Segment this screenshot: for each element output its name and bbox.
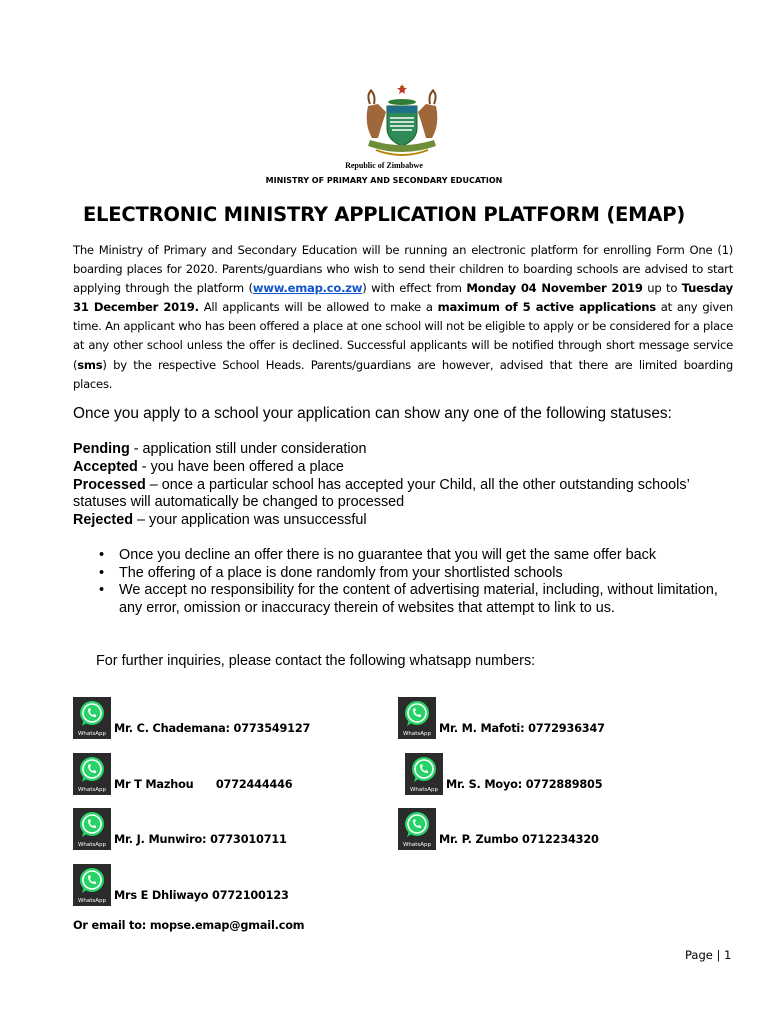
status-rejected: Rejected – your application was unsuccessful — [73, 512, 367, 529]
bullet-icon: • — [99, 582, 105, 599]
status-pending: Pending - application still under consideration — [73, 441, 367, 457]
contact-text: Mr. S. Moyo: 0772889805 — [446, 778, 603, 791]
contact-text: Mr. P. Zumbo 0712234320 — [439, 833, 599, 846]
whatsapp-icon: WhatsApp — [73, 753, 111, 795]
whatsapp-icon: WhatsApp — [398, 808, 436, 850]
page-title: ELECTRONIC MINISTRY APPLICATION PLATFORM (EMAP) — [82, 203, 686, 226]
email-contact: Or email to: mopse.emap@gmail.com — [73, 919, 305, 932]
whatsapp-icon: WhatsApp — [398, 697, 436, 739]
contact-text: Mr. J. Munwiro: 0773010711 — [114, 833, 287, 846]
contact-text: Mr. C. Chademana: 0773549127 — [114, 722, 311, 735]
page-number: Page | 1 — [685, 948, 732, 962]
list-item: • Once you decline an offer there is no guarantee that you will get the same offer back — [99, 547, 657, 563]
bullet-icon: • — [99, 547, 105, 563]
status-processed: Processed – once a particular school has accepted your Child, all the other outstanding schools’ statuses will automatically be changed to processed — [73, 476, 690, 511]
list-item: • We accept no responsibility for the content of advertising material, including, without limitation, any error, omission or inaccuracy therein of websites that attempt to link to us. — [99, 582, 718, 616]
statuses-intro: Once you apply to a school your application can show any one of the following statuses: — [73, 405, 672, 422]
status-accepted: Accepted - you have been offered a place — [73, 458, 344, 475]
whatsapp-icon: WhatsApp — [73, 697, 111, 739]
list-item: • The offering of a place is done randomly from your shortlisted schools — [99, 564, 563, 581]
whatsapp-icon: WhatsApp — [405, 753, 443, 795]
ministry-heading: MINISTRY OF PRIMARY AND SECONDARY EDUCATION — [265, 176, 503, 185]
notes-list — [73, 547, 718, 617]
bullet-icon: • — [99, 564, 105, 581]
inquiries-text: For further inquiries, please contact the following whatsapp numbers: — [96, 653, 536, 669]
intro-paragraph: The Ministry of Primary and Secondary Education will be running an electronic platform for enrolling Form One (1) boarding places for 2020. Parents/guardians who wish to send their children to boarding schools are advised to start applying through the platform (www.emap.co.zw) with effect from Monday 04 November 2019 up to Tuesday 31 December 2019. All applicants will be allowed to make a maximum of 5 active applications at any given time. An applicant who has been offered a place at one school will not be eligible to apply or be considered for a place at any other school unless the offer is declined. Successful applicants will be notified through short message service (sms) by the respective School Heads. Parents/guardians are however, advised that there are limited boarding places. — [73, 243, 733, 391]
republic-label: Republic of Zimbabwe — [345, 161, 423, 170]
contact-text: Mr T Mazhou 0772444446 — [114, 778, 293, 791]
emap-website-link[interactable]: www.emap.co.zw — [252, 281, 363, 296]
contact-text: Mr. M. Mafoti: 0772936347 — [439, 722, 605, 735]
coat-of-arms-icon — [356, 84, 448, 162]
contact-text: Mrs E Dhliwayo 0772100123 — [114, 889, 289, 902]
whatsapp-icon: WhatsApp — [73, 808, 111, 850]
whatsapp-icon: WhatsApp — [73, 864, 111, 906]
status-list — [73, 441, 713, 530]
